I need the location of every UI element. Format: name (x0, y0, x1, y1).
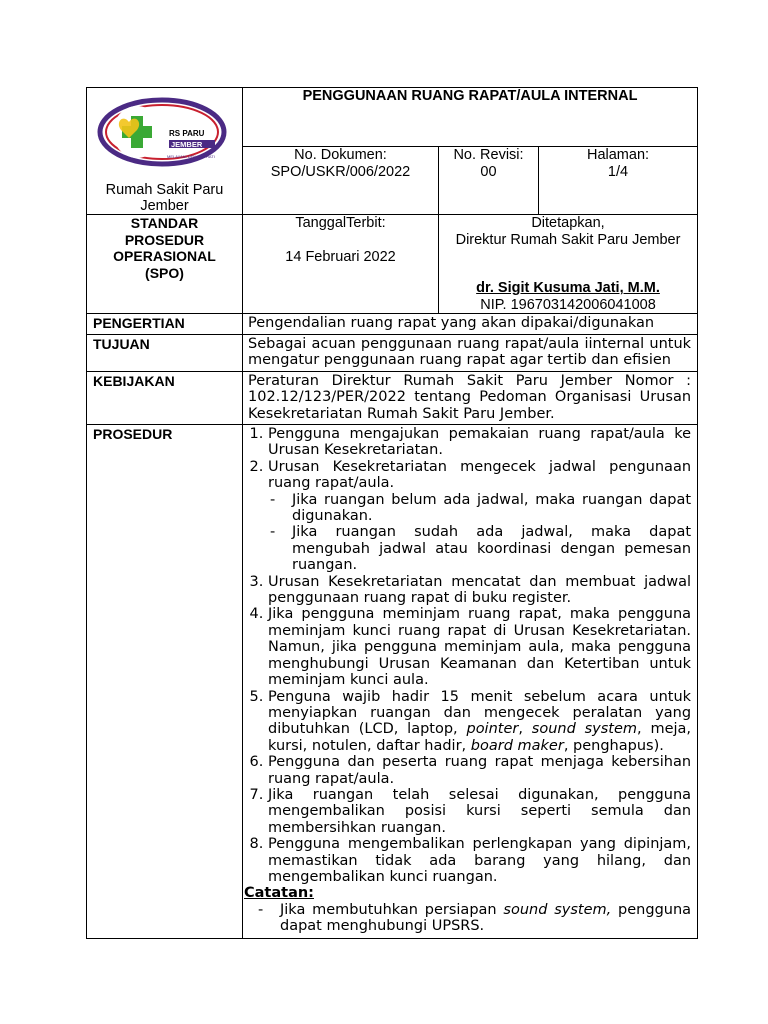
procedure-substeps (268, 492, 691, 574)
approval-label: Ditetapkan, (531, 215, 605, 231)
spo-document-table (86, 87, 698, 939)
doc-number-cell (243, 146, 439, 214)
signer-nip: NIP. 196703142006041008 (480, 296, 656, 313)
note-title: Catatan: (244, 885, 314, 902)
hospital-logo (87, 88, 242, 172)
procedure-substep: - Jika ruangan belum ada jadwal, maka ruangan dapat digunakan. (292, 492, 691, 525)
tujuan-label: TUJUAN (87, 334, 243, 371)
prosedur-content (243, 425, 698, 939)
logo-text: RS PARU (169, 129, 205, 138)
signer-name: dr. Sigit Kusuma Jati, M.M. (476, 280, 660, 296)
tujuan-text: Sebagai acuan penggunaan ruang rapat/aula iinternal untuk mengatur penggunaan ruang rapat agar tertib dan efisien (243, 334, 698, 371)
procedure-step: 8. Pengguna mengembalikan perlengkapan yang dipinjam, memastikan tidak ada barang yang hilang, dan mengembalikan kunci ruangan. (268, 836, 691, 885)
doc-number-label: No. Dokumen: (294, 146, 387, 163)
issue-date-value: 14 Februari 2022 (285, 249, 396, 265)
kebijakan-label: KEBIJAKAN (87, 371, 243, 425)
svg-text:JEMBER: JEMBER (171, 140, 203, 149)
svg-text:MELAYANI DENGAN HATI: MELAYANI DENGAN HATI (167, 154, 215, 159)
issue-date-label: TanggalTerbit: (295, 215, 386, 231)
procedure-step: 6. Pengguna dan peserta ruang rapat menjaga kebersihan ruang rapat/aula. (268, 754, 691, 787)
approval-cell (439, 215, 698, 314)
procedure-substep: - Jika ruangan sudah ada jadwal, maka dapat mengubah jadwal atau koordinasi dengan pemesan ruangan. (292, 524, 691, 573)
approver-title: Direktur Rumah Sakit Paru Jember (455, 231, 681, 248)
logo-emblem-icon (87, 88, 243, 172)
kebijakan-text: Peraturan Direktur Rumah Sakit Paru Jember Nomor : 102.12/123/PER/2022 tentang Pedoman Organisasi Urusan Kesekretariatan Rumah Sakit Paru Jember. (243, 371, 698, 425)
hospital-cell (87, 88, 243, 215)
document-title: PENGGUNAAN RUANG RAPAT/AULA INTERNAL (243, 88, 698, 147)
revision-cell (439, 146, 539, 214)
hospital-name: Rumah Sakit Paru Jember (105, 182, 224, 214)
revision-value: 00 (480, 163, 497, 180)
pengertian-label: PENGERTIAN (87, 314, 243, 335)
page-cell (539, 146, 698, 214)
procedure-step: 5. Penguna wajib hadir 15 menit sebelum acara untuk menyiapkan ruangan dan mengecek peralatan yang dibutuhkan (LCD, laptop, pointer, sound system, meja, kursi, notulen, daftar hadir, board maker, penghapus). (268, 689, 691, 755)
pengertian-text: Pengendalian ruang rapat yang akan dipakai/digunakan (243, 314, 698, 335)
prosedur-label: PROSEDUR (87, 425, 243, 939)
procedure-step: 4. Jika pengguna meminjam ruang rapat, maka pengguna meminjam kunci ruang rapat di Urusan Kesekretariatan. Namun, jika pengguna meminjam aula, maka pengguna menghubungi Urusan Keamanan dan Ketertiban untuk meminjam kunci aula. (268, 606, 691, 688)
procedure-step: 3. Urusan Kesekretariatan mencatat dan membuat jadwal penggunaan ruang rapat di buku register. (268, 574, 691, 607)
procedure-step: 2. Urusan Kesekretariatan mengecek jadwal pengunaan ruang rapat/aula. - Jika ruangan belum ada jadwal, maka ruangan dapat digunakan. - Jika ruangan sudah ada jadwal, maka dapat mengubah jadwal atau koordinasi dengan pemesan ruangan. (268, 459, 691, 574)
doc-number-value: SPO/USKR/006/2022 (270, 163, 411, 180)
procedure-list (244, 426, 691, 885)
spo-label: STANDAR PROSEDUR OPERASIONAL (SPO) (87, 215, 243, 314)
procedure-step: 7. Jika ruangan telah selesai digunakan, pengguna mengembalikan posisi kursi seperti semula dan membersihkan ruangan. (268, 787, 691, 836)
revision-label: No. Revisi: (453, 146, 524, 163)
procedure-step: 1. Pengguna mengajukan pemakaian ruang rapat/aula ke Urusan Kesekretariatan. (268, 426, 691, 459)
issue-date-cell (243, 215, 439, 314)
page-label: Halaman: (586, 146, 650, 163)
note-text: - Jika membutuhkan persiapan sound system, pengguna dapat menghubungi UPSRS. (244, 902, 691, 935)
page-value: 1/4 (607, 163, 629, 180)
